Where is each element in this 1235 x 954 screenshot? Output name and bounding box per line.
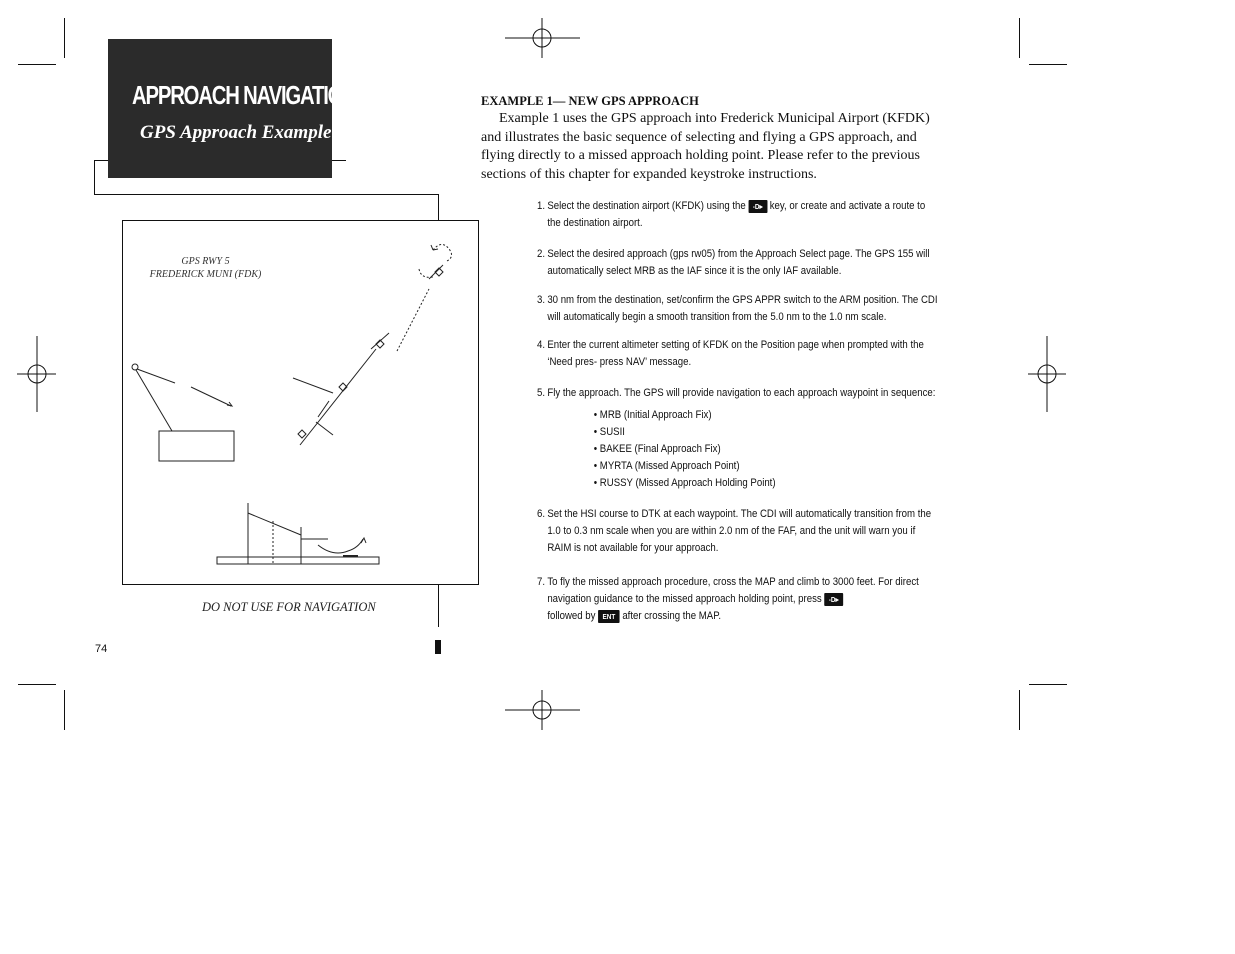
list-item (537, 337, 941, 371)
waypoint-fix-icon (429, 265, 443, 279)
waypoint-fix-icon (371, 333, 389, 349)
step-number: 5. (537, 387, 546, 399)
list-item: • MYRTA (Missed Approach Point) (593, 460, 740, 472)
direct-to-key-icon: -D▸ (824, 593, 843, 606)
step-text: after crossing the MAP. (622, 610, 722, 622)
step-number: 6. (537, 508, 546, 520)
list-item (537, 506, 941, 557)
step-text: Enter the current altimeter setting of KFDK on the Position page when prompted with the ‘Need pres- press NAV’ message. (547, 339, 924, 368)
section-heading: EXAMPLE 1— NEW GPS APPROACH (481, 94, 699, 108)
step-number: 2. (537, 248, 546, 260)
plate-diagram (123, 221, 478, 584)
step-number: 4. (537, 339, 546, 351)
rule (332, 160, 346, 161)
step-text: To fly the missed approach procedure, cross the MAP and climb to 3000 feet. For direct navigation guidance to the missed approach holding point, press (547, 576, 919, 605)
step-number: 3. (537, 294, 546, 306)
page-tab-marker (435, 640, 441, 654)
rule (94, 194, 438, 195)
rule (438, 583, 439, 627)
navigation-disclaimer: DO NOT USE FOR NAVIGATION (202, 600, 376, 614)
page-title: APPROACH NAVIGATION (132, 80, 356, 110)
rule (94, 160, 95, 195)
plate-title-line2: FREDERICK MUNI (FDK) (149, 269, 262, 280)
list-item (537, 292, 941, 326)
step-text: Set the HSI course to DTK at each waypoint. The CDI will automatically transition from the 1.0 to 0.3 nm scale when you are within 2.0 nm of the FAF, and the unit will warn you if RAIM is not available for your approach. (547, 508, 932, 554)
direct-to-key-icon: -D▸ (748, 200, 767, 213)
list-item (537, 246, 941, 280)
list-item: • MRB (Initial Approach Fix) (593, 409, 712, 421)
step-text: Select the desired approach (gps rw05) from the Approach Select page. The GPS 155 will automatically select MRB as the IAF since it is the only IAF available. (547, 248, 930, 277)
list-item (537, 385, 941, 402)
page-number: 74 (95, 643, 108, 655)
list-item (537, 574, 941, 625)
intro-text: Example 1 uses the GPS approach into Frederick Municipal Airport (KFDK) and illustrates the basic sequence of selecting and flying a GPS approach, and flying directly to a missed approach holding point. Please refer to the previous sections of this chapter for expanded keystroke instructions. (481, 111, 930, 182)
step-number: 7. (537, 576, 546, 588)
list-item: • BAKEE (Final Approach Fix) (593, 443, 721, 455)
ent-key-icon: ENT (598, 610, 620, 623)
waypoint-fix-icon (298, 430, 306, 438)
list-item: • RUSSY (Missed Approach Holding Point) (593, 477, 776, 489)
step-text: followed by (547, 610, 596, 622)
list-item (537, 198, 941, 232)
list-item: • SUSII (593, 426, 625, 438)
rule (438, 194, 439, 220)
waypoint-list (594, 407, 776, 492)
step-text: Select the destination airport (KFDK) using the (547, 200, 746, 212)
step-text: key, or create and activate a route to the destination airport. (547, 200, 926, 229)
step-text: Fly the approach. The GPS will provide navigation to each approach waypoint in sequence: (547, 387, 936, 399)
step-text: 30 nm from the destination, set/confirm the GPS APPR switch to the ARM position. The CDI will automatically begin a smooth transition from the 5.0 nm to the 1.0 nm scale. (547, 294, 938, 323)
intro-paragraph (481, 110, 941, 184)
page-subtitle: GPS Approach Example (140, 122, 332, 143)
approach-plate-figure (122, 220, 479, 585)
rule (94, 160, 108, 161)
plate-title-line1: GPS RWY 5 (181, 256, 230, 267)
step-number: 1. (537, 200, 546, 212)
